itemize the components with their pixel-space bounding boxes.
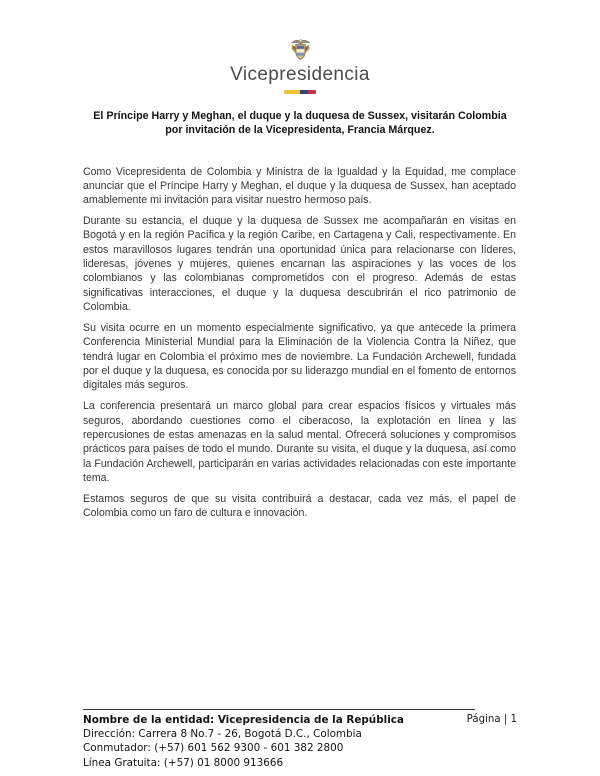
paragraph-2: Durante su estancia, el duque y la duquesa de Sussex me acompañarán en visitas en Bogotá y en la región Pacífica y la región Caribe, en Cartagena y Cali, respectivamente. En estos maravillosos lugares tendrán una oportunidad única para relacionarse con líderes, lideresas, jóvenes y mujeres, quienes encarnan las aspiraciones y las voces de los colombianos y las colombianas comprometidos con el progreso. Además de estas significativas interacciones, el duque y la duquesa descubrirán el rico patrimonio de Colombia. bbox=[83, 215, 516, 314]
colombia-flag-bar bbox=[284, 90, 316, 94]
logo-text: Vicepresidencia bbox=[230, 64, 370, 85]
footer-entity-name: Nombre de la entidad: Vicepresidencia de la República bbox=[83, 714, 404, 726]
flag-segment-red bbox=[308, 90, 316, 94]
page-number: Página | 1 bbox=[466, 714, 517, 725]
footer-toll-free: Línea Gratuita: (+57) 01 8000 913666 bbox=[83, 756, 284, 769]
footer-divider bbox=[83, 709, 475, 710]
paragraph-3: Su visita ocurre en un momento especialmente significativo, ya que antecede la primera Conferencia Ministerial Mundial para la Eliminación de la Violencia Contra la Niñez, que tendrá lugar en Colombia el próximo mes de noviembre. La Fundación Archewell, fundada por el duque y la duquesa, es conocida por su liderazgo mundial en el fomento de entornos digitales más seguros. bbox=[83, 321, 516, 392]
page-footer bbox=[83, 709, 517, 770]
document-title-line2: por invitación de la Vicepresidenta, Francia Márquez. bbox=[165, 124, 435, 136]
flag-segment-blue bbox=[300, 90, 308, 94]
document-title bbox=[0, 109, 600, 138]
paragraph-5: Estamos seguros de que su visita contribuirá a destacar, cada vez más, el papel de Colombia como un faro de cultura e innovación. bbox=[83, 492, 516, 520]
footer-switchboard: Conmutador: (+57) 601 562 9300 - 601 382 2800 bbox=[83, 742, 344, 755]
document-body bbox=[83, 165, 516, 521]
footer-contact-block bbox=[83, 713, 404, 770]
footer-address: Dirección: Carrera 8 No.7 - 26, Bogotá D.C., Colombia bbox=[83, 728, 362, 741]
document-title-line1: El Príncipe Harry y Meghan, el duque y la duquesa de Sussex, visitarán Colombia bbox=[93, 109, 507, 122]
header-logo bbox=[0, 0, 600, 94]
paragraph-4: La conferencia presentará un marco global para crear espacios físicos y virtuales más seguros, abordando cuestiones como el ciberacoso, la explotación en línea y las repercusiones de estas amenazas en la salud mental. Ofrecerá soluciones y compromisos prácticos para países de todo el mundo. Durante su visita, el duque y la duquesa, así como la Fundación Archewell, participarán en varias actividades relacionadas con este importante tema. bbox=[83, 400, 516, 484]
colombia-coat-of-arms-icon bbox=[289, 37, 312, 63]
flag-segment-yellow bbox=[284, 90, 300, 94]
paragraph-1: Como Vicepresidenta de Colombia y Ministra de la Igualdad y la Equidad, me complace anunciar que el Príncipe Harry y Meghan, el duque y la duquesa de Sussex, han aceptado amablemente mi invitación para visitar nuestro hermoso país. bbox=[83, 165, 516, 207]
